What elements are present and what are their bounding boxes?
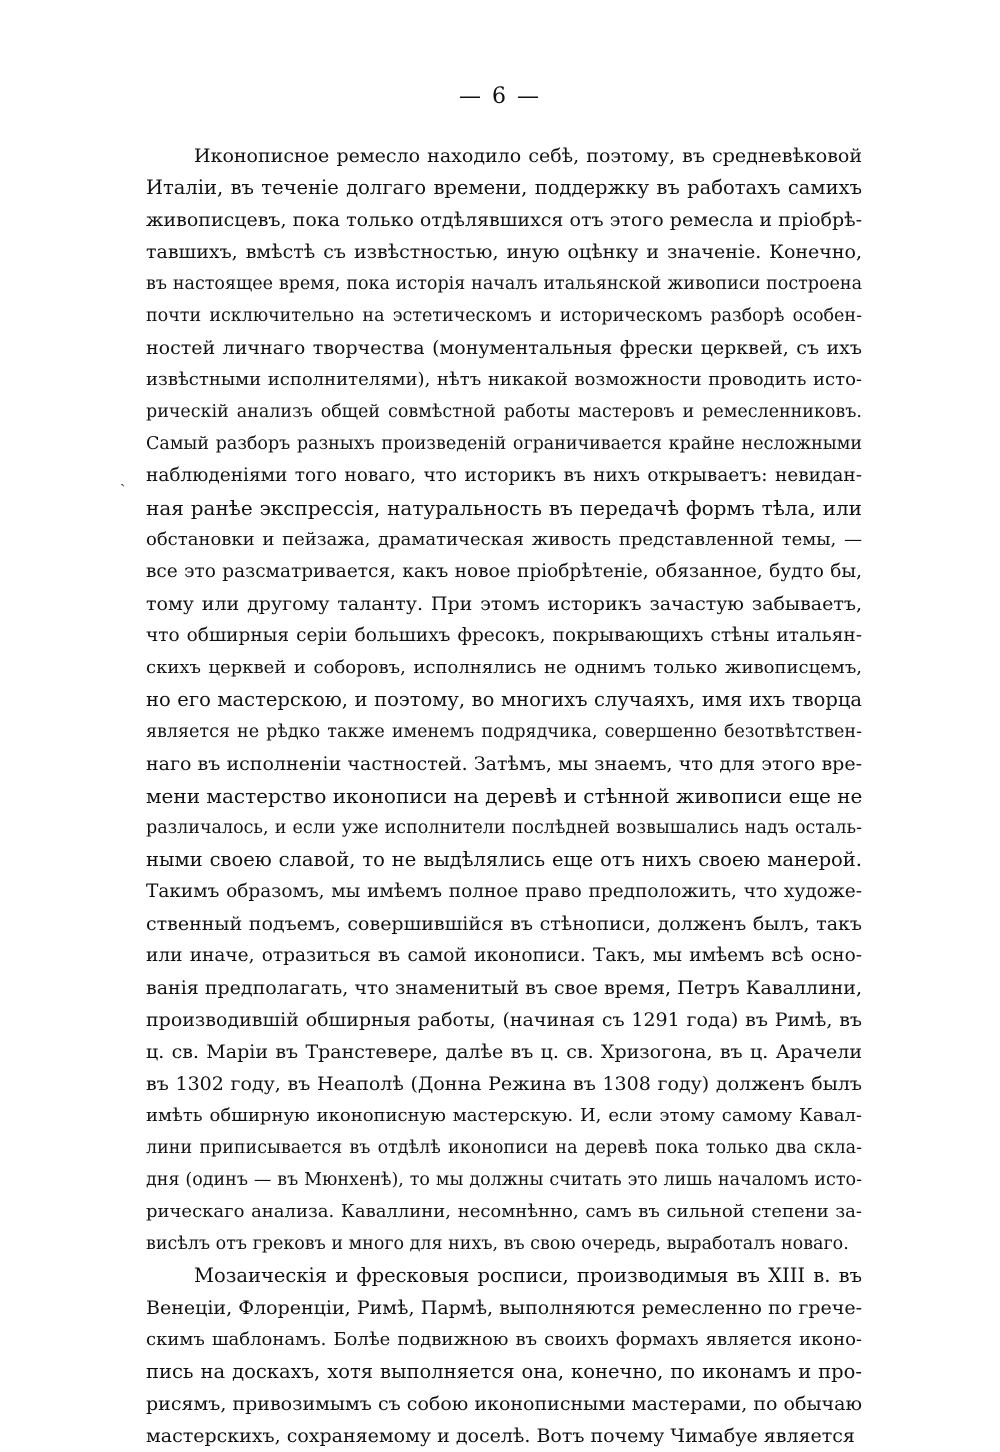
text-line: почти исключительно на эстетическомъ и историческомъ разборѣ особен- [146,306,862,326]
text-line: скимъ шаблонамъ. Болѣе подвижною въ своихъ формахъ является иконо- [146,1329,862,1350]
text-line: имѣть обширную иконописную мастерскую. И, если этому самому Кавал- [146,1105,862,1126]
text-line: ственный подъемъ, совершившійся въ стѣнописи, долженъ былъ, такъ [146,913,862,935]
text-line: различалось, и если уже исполнители послѣдней возвышались надъ осталь- [146,818,862,838]
paragraph-2 [146,1260,862,1452]
text-line: что обширныя серіи большихъ фресокъ, покрывающихъ стѣны итальян- [146,625,862,646]
text-line: пись на доскахъ, хотя выполняется она, конечно, по иконамъ и про- [146,1360,862,1383]
text-line: въ 1302 году, въ Неаполѣ (Донна Режина въ 1308 году) долженъ былъ [146,1073,862,1095]
text-line: но его мастерскою, и поэтому, во многихъ случаяхъ, имя ихъ творца [146,688,862,711]
text-line: Италіи, въ теченіе долгаго времени, поддержку въ работахъ самихъ [146,176,862,199]
text-line: тавшихъ, вмѣстѣ съ извѣстностью, иную оцѣнку и значеніе. Конечно, [146,241,862,263]
text-line: наблюденіями того новаго, что историкъ въ нихъ открываетъ: невидан- [146,465,862,486]
text-line: рическій анализъ общей совмѣстной работы мастеровъ и ремесленниковъ. [146,402,862,422]
text-line: скихъ церквей и соборовъ, исполнялись не однимъ только живописцемъ, [146,657,862,678]
text-line: наго въ исполненіи частностей. Затѣмъ, мы знаемъ, что для этого вре- [146,753,862,775]
margin-pencil-mark: ˏ [120,468,126,487]
text-line: висѣлъ отъ грековъ и много для нихъ, въ свою очередь, выработалъ новаго. [146,1234,849,1254]
text-line: является не рѣдко также именемъ подрядчика, совершенно безотвѣтствен- [146,722,862,742]
text-line: ванія предполагать, что знаменитый въ свое время, Петръ Каваллини, [146,977,862,999]
text-line: рисямъ, привозимымъ съ собою иконописными мастерами, по обычаю [146,1393,862,1415]
text-line: дня (одинъ — въ Мюнхенѣ), то мы должны считать это лишь началомъ исто- [146,1170,862,1190]
text-line: ностей личнаго творчества (монументальныя фрески церквей, съ ихъ [146,337,862,359]
text-line: извѣстными исполнителями), нѣтъ никакой возможности проводить исто- [146,369,862,390]
page-number: — 6 — [459,84,541,109]
text-line: Самый разборъ разныхъ произведеній ограничивается крайне несложными [146,434,862,454]
text-line: все это разсматривается, какъ новое пріобрѣтеніе, обязанное, будто бы, [146,561,862,582]
text-line: тому или другому таланту. При этомъ историкъ зачастую забываетъ, [146,593,862,615]
text-line: или иначе, отразиться въ самой иконописи. Такъ, мы имѣемъ всѣ осно- [146,945,862,966]
text-line: обстановки и пейзажа, драматическая живость представленной темы, — [146,529,862,550]
text-line: живописцевъ, пока только отдѣлявшихся отъ этого ремесла и пріобрѣ- [146,209,862,231]
body-text [146,140,862,1452]
text-line: ными своею славой, то не выдѣлялись еще отъ нихъ своею манерой. [146,848,862,871]
text-line: мени мастерство иконописи на деревѣ и стѣнной живописи еще не [146,784,863,808]
text-line: лини приписывается въ отдѣлѣ иконописи на деревѣ пока только два скла- [146,1138,862,1158]
text-line: рическаго анализа. Каваллини, несомнѣнно, самъ въ сильной степени за- [146,1201,862,1222]
text-line: производившій обширныя работы, (начиная съ 1291 года) въ Римѣ, въ [146,1009,862,1031]
text-line: ная ранѣе экспрессія, натуральность въ передачѣ формъ тѣла, или [146,496,862,520]
text-line: ц. св. Маріи въ Транстевере, далѣе въ ц. св. Хризогона, въ ц. Арачели [146,1041,862,1063]
text-line: мастерскихъ, сохраняемому и доселѣ. Вотъ почему Чимабуе является [146,1425,855,1447]
text-line: Иконописное ремесло находило себѣ, поэтому, въ средневѣковой [194,145,862,167]
text-line: Мозаическія и фресковыя росписи, производимыя въ XIII в. въ [194,1264,862,1287]
text-line: Такимъ образомъ, мы имѣемъ полное право предположить, что художе- [146,881,862,902]
paragraph-1 [146,140,862,1260]
text-line: Венеціи, Флоренціи, Римѣ, Пармѣ, выполняются ремесленно по грече- [146,1297,862,1319]
text-line: въ настоящее время, пока исторія началъ итальянской живописи построена [146,274,862,294]
